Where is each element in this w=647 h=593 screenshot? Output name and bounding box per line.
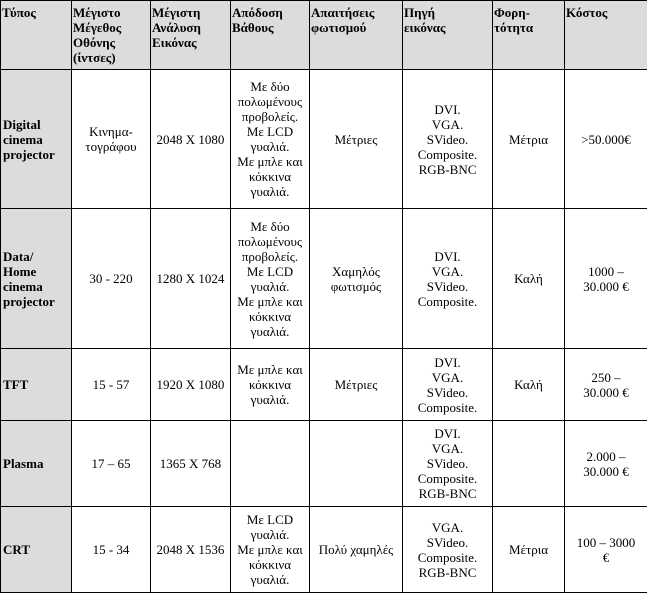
cell-text-line: Μέτρια <box>494 542 563 557</box>
cell-max-resolution <box>151 421 231 507</box>
table-row <box>1 70 647 209</box>
header-max-resolution <box>151 1 231 70</box>
cell-max-screen-size <box>72 507 151 593</box>
cell-cost <box>565 349 647 421</box>
cell-depth-rendering <box>231 209 310 349</box>
cell-type <box>1 421 72 507</box>
cell-cost <box>565 70 647 209</box>
cell-text-line: DVI. <box>404 102 491 117</box>
cell-text-line: προβολείς. <box>232 109 308 124</box>
cell-text-line: 2.000 – <box>566 449 646 464</box>
cell-text-line: γυαλιά. <box>232 572 308 587</box>
cell-text-line: εικόνας <box>404 20 491 35</box>
cell-cost <box>565 209 647 349</box>
cell-text-line: Με μπλε και <box>232 362 308 377</box>
cell-text-line: φωτισμού <box>311 20 401 35</box>
cell-text-line: DVI. <box>404 249 491 264</box>
cell-portability <box>493 209 565 349</box>
cell-text-line: Απόδοση <box>232 5 308 20</box>
cell-text-line: γυαλιά. <box>232 279 308 294</box>
cell-text-line: Ανάλυση <box>152 20 229 35</box>
cell-portability <box>493 349 565 421</box>
cell-text-line: TFT <box>3 377 70 392</box>
cell-text-line: Κόστος <box>566 5 646 20</box>
cell-text-line: Composite. <box>404 471 491 486</box>
cell-text-line: Composite. <box>404 400 491 415</box>
cell-text-line: κόκκινα <box>232 377 308 392</box>
cell-portability <box>493 507 565 593</box>
cell-text-line: VGA. <box>404 117 491 132</box>
cell-lighting-requirements <box>310 349 403 421</box>
cell-text-line: SVideo. <box>404 132 491 147</box>
cell-max-screen-size <box>72 421 151 507</box>
cell-text-line: 1000 – <box>566 264 646 279</box>
cell-text-line: Εικόνας <box>152 35 229 50</box>
cell-type <box>1 70 72 209</box>
cell-text-line: RGB-BNC <box>404 162 491 177</box>
cell-text-line: γυαλιά. <box>232 139 308 154</box>
cell-text-line: τογράφου <box>73 139 149 154</box>
header-row <box>1 1 647 70</box>
cell-text-line: Digital <box>3 117 70 132</box>
cell-max-screen-size <box>72 349 151 421</box>
cell-text-line: Τύπος <box>2 5 70 20</box>
cell-text-line: Καλή <box>494 377 563 392</box>
cell-portability <box>493 70 565 209</box>
cell-text-line: 30 - 220 <box>73 271 149 286</box>
cell-type <box>1 349 72 421</box>
header-image-source <box>403 1 493 70</box>
cell-text-line: γυαλιά. <box>232 392 308 407</box>
cell-text-line: VGA. <box>404 264 491 279</box>
cell-text-line: Φορη- <box>494 5 563 20</box>
cell-text-line: Composite. <box>404 147 491 162</box>
cell-text-line: CRT <box>3 542 70 557</box>
cell-text-line: τότητα <box>494 20 563 35</box>
cell-text-line: Μέγεθος <box>73 20 149 35</box>
cell-text-line: 1920 X 1080 <box>152 377 229 392</box>
cell-text-line: Με δύο <box>232 219 308 234</box>
cell-text-line: γυαλιά. <box>232 324 308 339</box>
cell-cost <box>565 421 647 507</box>
cell-text-line: Data/ <box>3 249 70 264</box>
table-row <box>1 349 647 421</box>
cell-text-line: 30.000 € <box>566 385 646 400</box>
cell-text-line: RGB-BNC <box>404 486 491 501</box>
cell-text-line: Πηγή <box>404 5 491 20</box>
cell-text-line: Χαμηλός <box>311 264 401 279</box>
cell-text-line: Μέτρια <box>494 132 563 147</box>
cell-text-line: >50.000€ <box>566 132 646 147</box>
cell-type <box>1 209 72 349</box>
cell-text-line: 15 - 57 <box>73 377 149 392</box>
cell-text-line: 2048 X 1080 <box>152 132 229 147</box>
cell-depth-rendering <box>231 507 310 593</box>
cell-text-line: Composite. <box>404 550 491 565</box>
cell-text-line: Με δύο <box>232 79 308 94</box>
cell-max-screen-size <box>72 209 151 349</box>
cell-lighting-requirements <box>310 507 403 593</box>
cell-text-line: Με μπλε και <box>232 154 308 169</box>
cell-text-line: 15 - 34 <box>73 542 149 557</box>
cell-image-source <box>403 421 493 507</box>
cell-text-line: Κινημα- <box>73 124 149 139</box>
cell-text-line: γυαλιά. <box>232 184 308 199</box>
cell-text-line: 1280 X 1024 <box>152 271 229 286</box>
cell-text-line: RGB-BNC <box>404 565 491 580</box>
table-row <box>1 421 647 507</box>
cell-text-line: VGA. <box>404 520 491 535</box>
cell-text-line: projector <box>3 294 70 309</box>
cell-text-line: Με LCD <box>232 124 308 139</box>
cell-text-line: Μέγιστη <box>152 5 229 20</box>
cell-max-resolution <box>151 349 231 421</box>
cell-portability <box>493 421 565 507</box>
cell-max-resolution <box>151 70 231 209</box>
cell-text-line: 30.000 € <box>566 279 646 294</box>
header-lighting-requirements <box>310 1 403 70</box>
cell-max-resolution <box>151 209 231 349</box>
cell-text-line: Με LCD <box>232 264 308 279</box>
cell-lighting-requirements <box>310 70 403 209</box>
table-row <box>1 507 647 593</box>
cell-text-line: SVideo. <box>404 456 491 471</box>
cell-text-line: SVideo. <box>404 535 491 550</box>
cell-text-line: κόκκινα <box>232 557 308 572</box>
cell-text-line: VGA. <box>404 370 491 385</box>
cell-text-line: γυαλιά. <box>232 527 308 542</box>
cell-text-line: Με μπλε και <box>232 294 308 309</box>
cell-text-line: 250 – <box>566 370 646 385</box>
cell-image-source <box>403 70 493 209</box>
cell-text-line: Μέτριες <box>311 377 401 392</box>
cell-text-line: Μέγιστο <box>73 5 149 20</box>
cell-text-line: Μέτριες <box>311 132 401 147</box>
cell-image-source <box>403 507 493 593</box>
cell-text-line: Home <box>3 264 70 279</box>
cell-max-screen-size <box>72 70 151 209</box>
cell-text-line: SVideo. <box>404 279 491 294</box>
cell-depth-rendering <box>231 421 310 507</box>
cell-image-source <box>403 349 493 421</box>
cell-text-line: projector <box>3 147 70 162</box>
cell-text-line: Απαιτήσεις <box>311 5 401 20</box>
cell-text-line: € <box>566 550 646 565</box>
table-row <box>1 209 647 349</box>
cell-text-line: Βάθους <box>232 20 308 35</box>
cell-text-line: Καλή <box>494 271 563 286</box>
header-max-screen-size <box>72 1 151 70</box>
cell-cost <box>565 507 647 593</box>
cell-text-line: προβολείς. <box>232 249 308 264</box>
header-portability <box>493 1 565 70</box>
cell-text-line: VGA. <box>404 441 491 456</box>
cell-text-line: κόκκινα <box>232 169 308 184</box>
cell-text-line: Με LCD <box>232 512 308 527</box>
cell-text-line: DVI. <box>404 426 491 441</box>
cell-text-line: 1365 X 768 <box>152 456 229 471</box>
cell-text-line: 100 – 3000 <box>566 535 646 550</box>
cell-text-line: πολωμένους <box>232 94 308 109</box>
cell-text-line: πολωμένους <box>232 234 308 249</box>
cell-depth-rendering <box>231 349 310 421</box>
header-depth-rendering <box>231 1 310 70</box>
cell-depth-rendering <box>231 70 310 209</box>
cell-text-line: Plasma <box>3 456 70 471</box>
cell-text-line: SVideo. <box>404 385 491 400</box>
cell-text-line: Πολύ χαμηλές <box>311 542 401 557</box>
header-type <box>1 1 72 70</box>
cell-text-line: cinema <box>3 279 70 294</box>
cell-text-line: 17 – 65 <box>73 456 149 471</box>
cell-text-line: cinema <box>3 132 70 147</box>
cell-text-line: Οθόνης <box>73 35 149 50</box>
cell-lighting-requirements <box>310 421 403 507</box>
cell-text-line: Composite. <box>404 294 491 309</box>
cell-text-line: κόκκινα <box>232 309 308 324</box>
cell-text-line: (ίντσες) <box>73 50 149 65</box>
cell-lighting-requirements <box>310 209 403 349</box>
cell-text-line: Με μπλε και <box>232 542 308 557</box>
cell-text-line: 30.000 € <box>566 464 646 479</box>
cell-text-line: DVI. <box>404 355 491 370</box>
cell-max-resolution <box>151 507 231 593</box>
cell-text-line: 2048 X 1536 <box>152 542 229 557</box>
cell-image-source <box>403 209 493 349</box>
header-cost <box>565 1 647 70</box>
cell-text-line: φωτισμός <box>311 279 401 294</box>
cell-type <box>1 507 72 593</box>
